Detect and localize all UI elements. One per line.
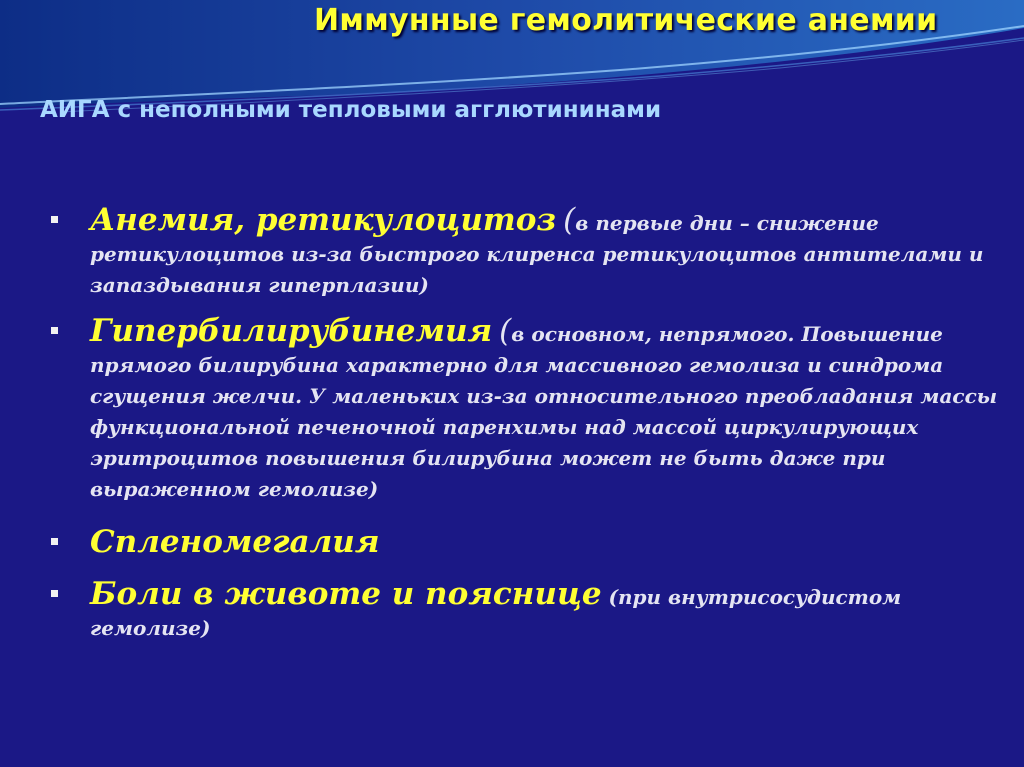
bullet-detail: (при внутрисосудистом гемолизе) (90, 585, 902, 640)
bullet-detail: в основном, непрямого. Повышение прямого билирубина характерно для массивного гемолиза и синдрома сгущения желчи. У маленьких из-за относительного преобладания массы функциональной печеночной паренхимы над массой циркулирующих эритроцитов повышения билирубина может не быть даже при выраженном гемолизе) (90, 322, 998, 501)
bullet-item-anemia (48, 202, 1008, 301)
bullet-term: Спленомегалия (90, 524, 380, 560)
slide-title: Иммунные гемолитические анемии (314, 3, 938, 38)
bullet-term: Гипербилирубинемия (90, 313, 493, 349)
bullet-term: Боли в животе и пояснице (90, 576, 602, 612)
bullet-open-paren: ( (563, 202, 576, 238)
bullet-item-abdominal-pain (48, 576, 1008, 644)
square-bullet-icon (51, 216, 58, 223)
square-bullet-icon (51, 590, 58, 597)
slide-subtitle: АИГА с неполными тепловыми агглютининами (40, 97, 662, 123)
bullet-term: Анемия, ретикулоцитоз (90, 202, 557, 238)
bullet-detail: в первые дни – снижение ретикулоцитов из-за быстрого клиренса ретикулоцитов антителами и запаздывания гиперплазии) (90, 211, 984, 297)
square-bullet-icon (51, 327, 58, 334)
bullet-item-splenomegaly (48, 524, 1008, 561)
bullet-item-hyperbilirubinemia (48, 313, 1008, 505)
bullet-open-paren: ( (499, 313, 512, 349)
square-bullet-icon (51, 538, 58, 545)
bullet-list (48, 202, 1008, 658)
